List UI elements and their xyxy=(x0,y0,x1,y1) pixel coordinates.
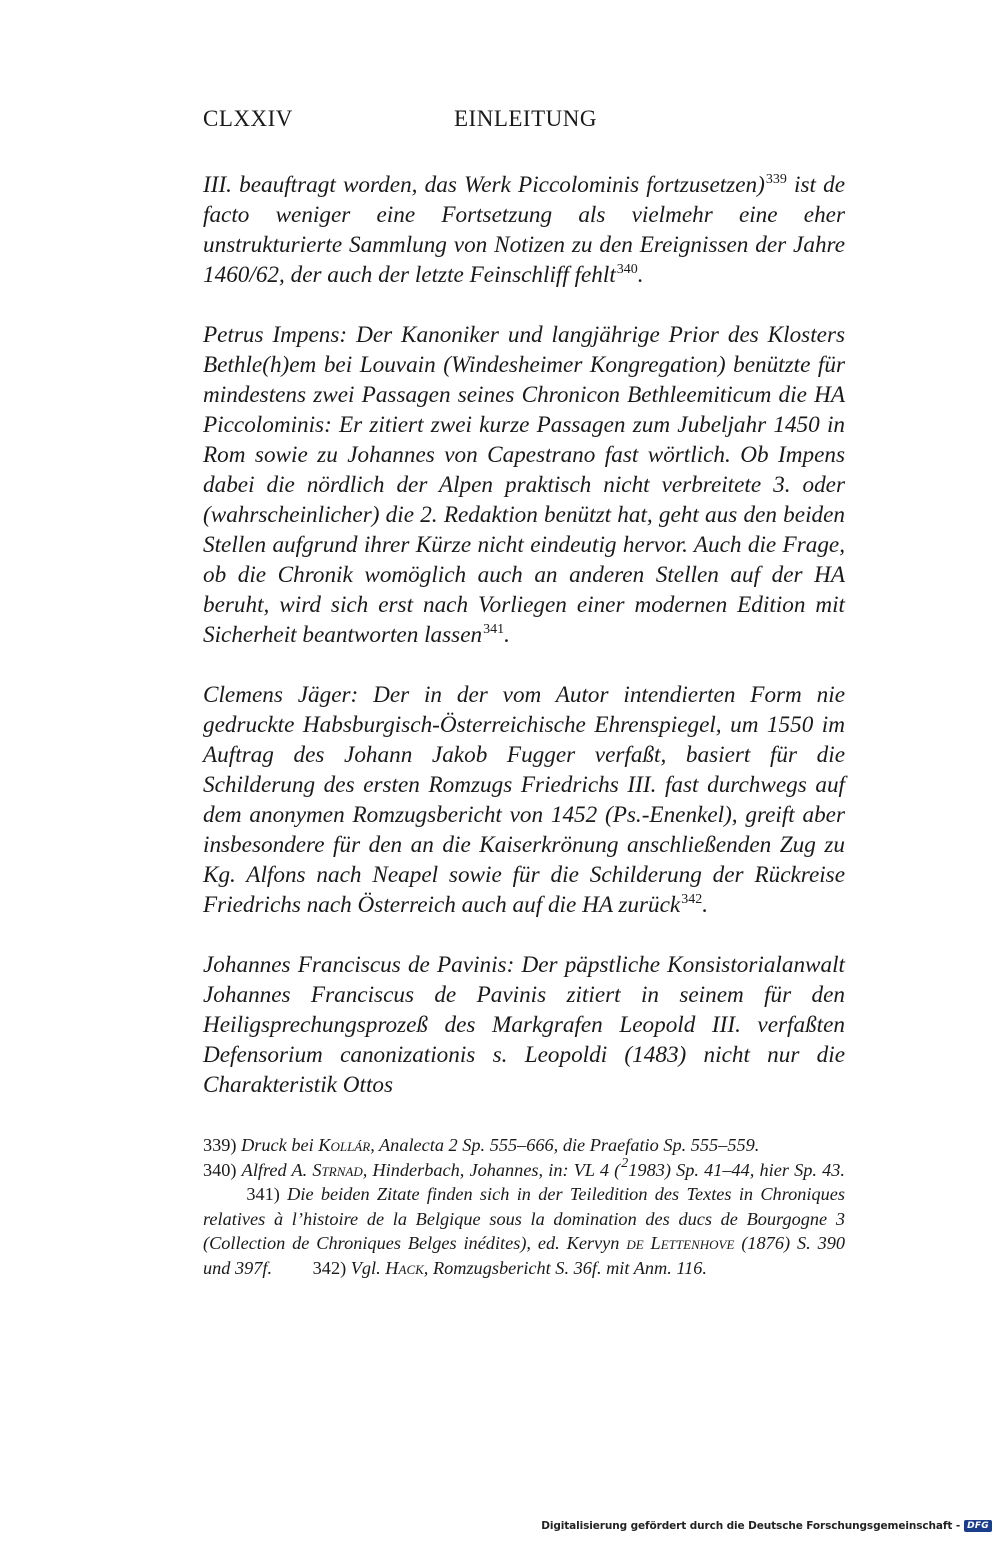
page-header xyxy=(203,106,845,138)
paragraph-end: . xyxy=(702,892,708,918)
paragraph-text: Johannes Franciscus de Pavinis: Der päpstliche Konsistorialanwalt Johannes Franciscus de Pavinis zitiert in seinem für den Heiligsprechungsprozeß des Markgrafen Leopold III. verfaßten Defensorium canonizationis s. Leopoldi (1483) nicht nur die Charakteristik Ottos xyxy=(203,952,845,1098)
footnote xyxy=(203,1135,759,1155)
footnote-ref[interactable]: 340 xyxy=(616,262,638,277)
footnote-text: , Hinderbach, Johannes, in: VL 4 ( xyxy=(362,1159,621,1180)
paragraph-text: Clemens Jäger: Der in der vom Autor intendierten Form nie gedruckte Habsburgisch-Österreichische Ehrenspiegel, um 1550 im Auftrag des Johann Jakob Fugger verfaßt, basiert für die Schilderung des ersten Romzugs Friedrichs III. fast durchwegs auf dem anonymen Romzugsbericht von 1452 (Ps.-Enenkel), greift aber insbesondere für den an die Kaiserkrönung anschließenden Zug zu Kg. Alfons nach Neapel sowie für die Schilderung der Rückreise Friedrichs nach Österreich auch auf die HA zurück xyxy=(203,682,845,918)
footnote-author: Hack xyxy=(385,1257,424,1278)
footnote-author: Strnad xyxy=(312,1159,363,1180)
footnotes xyxy=(203,1133,845,1280)
footnote xyxy=(313,1258,707,1278)
footnote-text: Vgl. xyxy=(350,1257,381,1278)
footnote-author: de Lettenhove xyxy=(626,1233,735,1253)
footnote-author: Kollár xyxy=(318,1135,371,1155)
paragraph-text: ist de facto weniger eine Fortsetzung als vielmehr eine eher unstrukturierte Sammlung von Notizen zu den Ereignissen der Jahre 1460/62, der auch der letzte Feinschliff fehlt xyxy=(203,172,845,288)
footnote-number: 341) xyxy=(246,1184,280,1204)
credit-text: Digitalisierung gefördert durch die Deutsche Forschungsgemeinschaft - xyxy=(541,1520,961,1532)
footnote-ref[interactable]: 339 xyxy=(765,172,787,187)
digitization-credit xyxy=(541,1518,992,1534)
paragraph-end: . xyxy=(504,622,510,648)
paragraph xyxy=(203,170,845,290)
footnote-ref[interactable]: 341 xyxy=(483,622,505,637)
dfg-logo[interactable]: DFG xyxy=(964,1520,992,1532)
running-title: EINLEITUNG xyxy=(454,106,597,131)
footnote-text: 1983) Sp. 41–44, hier Sp. 43. xyxy=(628,1159,845,1180)
paragraph xyxy=(203,950,845,1100)
paragraph-end: . xyxy=(637,262,644,288)
footnote-text: Die beiden Zitate finden sich in der Teiledition des Textes in Chroniques relatives à l’histoire de la Belgique sous la domination des ducs de Bourgogne 3 (Collection de Chroniques Belges inédites), ed. Kervyn xyxy=(203,1184,845,1253)
footnote xyxy=(203,1155,845,1180)
paragraph xyxy=(203,320,845,650)
footnote-ref[interactable]: 342 xyxy=(681,892,703,907)
footnote-text: Alfred A. xyxy=(241,1159,308,1180)
footnote-text: Druck bei xyxy=(241,1135,314,1155)
paragraph xyxy=(203,680,845,920)
main-text xyxy=(203,170,845,1130)
paragraph-text: Petrus Impens: Der Kanoniker und langjährige Prior des Klosters Bethle(h)em bei Louvain (Windesheimer Kongregation) benützte für mindestens zwei Passagen seines Chronicon Bethleemiticum die HA Piccolominis: Er zitiert zwei kurze Passagen zum Jubeljahr 1450 in Rom sowie zu Johannes von Capestrano fast wörtlich. Ob Impens dabei die nördlich der Alpen praktisch nicht verbreitete 3. oder (wahrscheinlicher) die 2. Redaktion benützt hat, geht aus den beiden Stellen aufgrund ihrer Kürze nicht eindeutig hervor. Auch die Frage, ob die Chronik womöglich auch an anderen Stellen auf der HA beruht, wird sich erst nach Vorliegen einer modernen Edition mit Sicherheit beantworten lassen xyxy=(203,322,845,648)
footnote-number: 340) xyxy=(203,1159,237,1180)
paragraph-text: III. beauftragt worden, das Werk Piccolominis fortzusetzen) xyxy=(203,172,765,198)
footnote-edition-sup: 2 xyxy=(621,1155,629,1171)
footnote-text: , Analecta 2 Sp. 555–666, die Praefatio Sp. 555–559. xyxy=(370,1135,760,1155)
page-number: CLXXIV xyxy=(203,106,293,131)
footnote-number: 339) xyxy=(203,1135,237,1155)
footnote-text: (1876) S. 390 und 397f. xyxy=(203,1233,845,1278)
footnote-number: 342) xyxy=(312,1257,347,1278)
footnote-text: , Romzugsbericht S. 36f. mit Anm. 116. xyxy=(423,1257,707,1278)
